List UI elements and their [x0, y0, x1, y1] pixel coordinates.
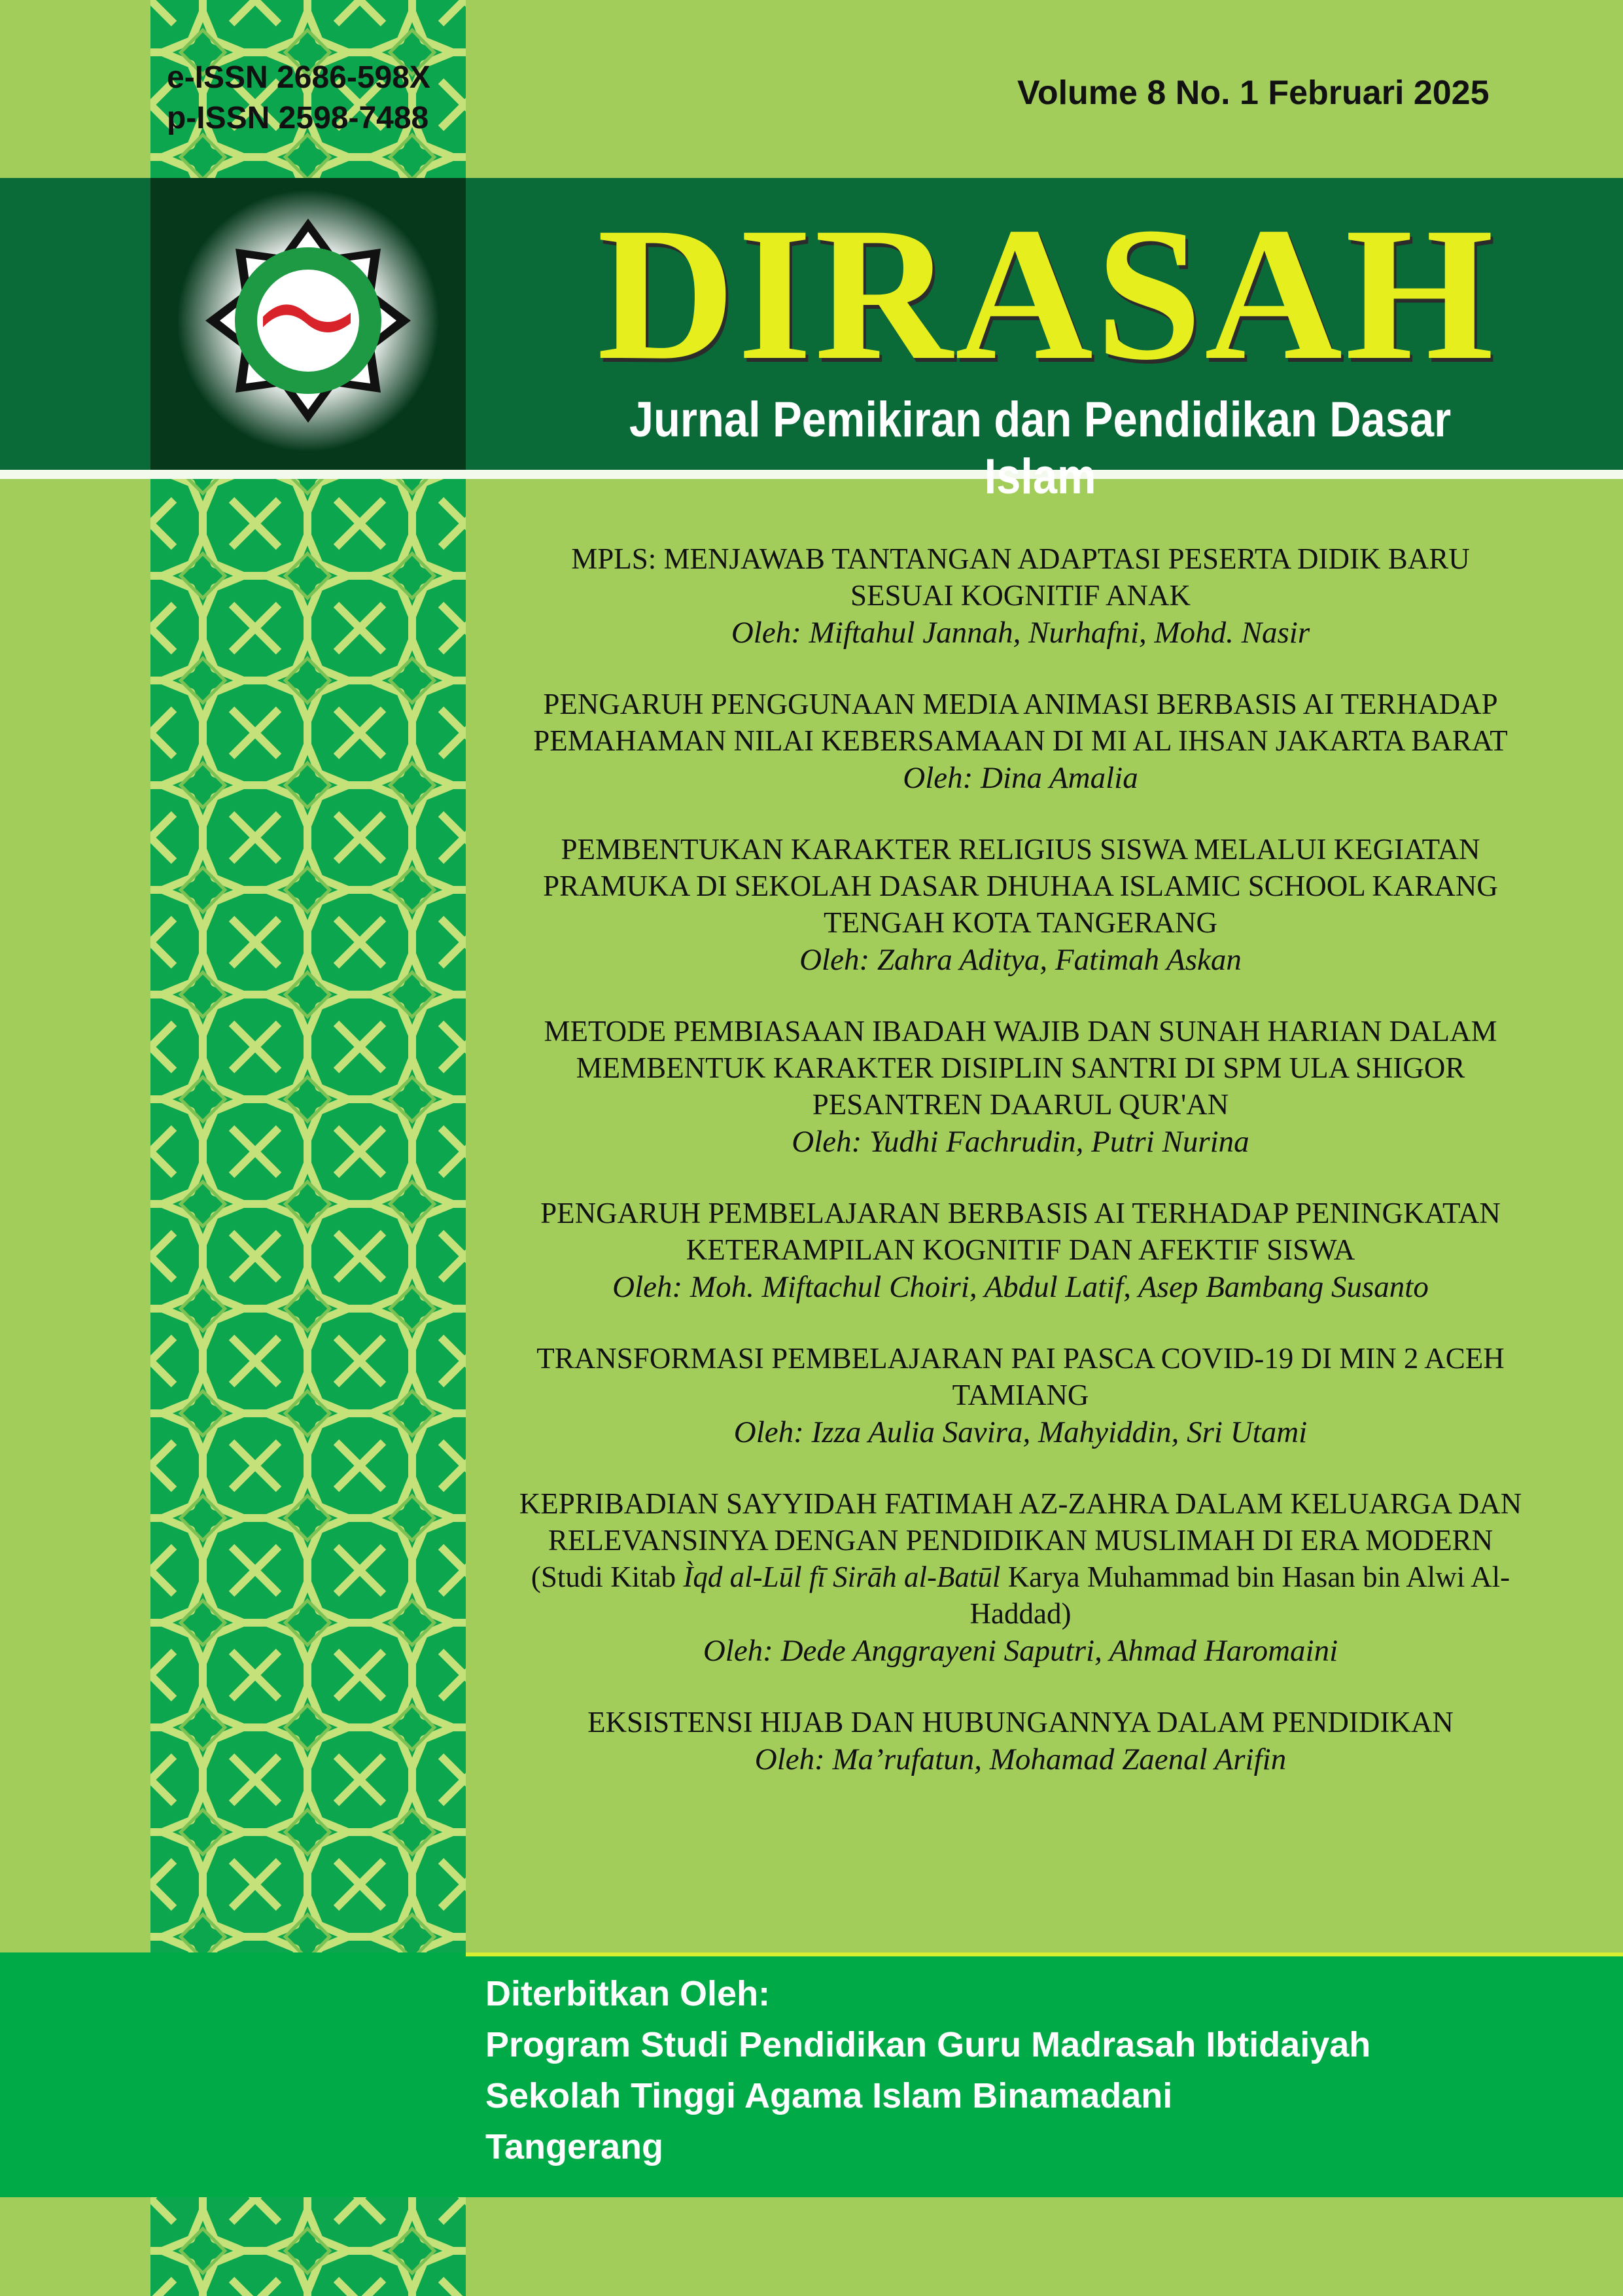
college-emblem-icon: [150, 178, 466, 470]
article-authors: Oleh: Dede Anggrayeni Saputri, Ahmad Haromaini: [703, 1634, 1338, 1668]
article-title: PENGARUH PENGGUNAAN MEDIA ANIMASI BERBASIS AI TERHADAP PEMAHAMAN NILAI KEBERSAMAAN DI MI AL IHSAN JAKARTA BARAT: [533, 688, 1508, 757]
article-title: TRANSFORMASI PEMBELAJARAN PAI PASCA COVID-19 DI MIN 2 ACEH TAMIANG: [536, 1342, 1505, 1411]
article-title: PENGARUH PEMBELAJARAN BERBASIS AI TERHADAP PENINGKATAN KETERAMPILAN KOGNITIF DAN AFEKTIF SISWA: [540, 1197, 1501, 1266]
article-title: KEPRIBADIAN SAYYIDAH FATIMAH AZ-ZAHRA DALAM KELUARGA DAN RELEVANSINYA DENGAN PENDIDIKAN MUSLIMAH DI ERA MODERN: [519, 1487, 1522, 1557]
article-authors: Oleh: Ma’rufatun, Mohamad Zaenal Arifin: [754, 1742, 1287, 1776]
article-item: [517, 540, 1524, 652]
article-authors: Oleh: Miftahul Jannah, Nurhafni, Mohd. Nasir: [731, 616, 1310, 650]
publisher-institution: Sekolah Tinggi Agama Islam Binamadani: [485, 2076, 1173, 2115]
issn-block: [167, 58, 430, 139]
article-authors: Oleh: Dina Amalia: [903, 761, 1138, 795]
journal-subtitle: Jurnal Pemikiran dan Pendidikan Dasar Islam: [629, 392, 1452, 504]
article-authors: Oleh: Yudhi Fachrudin, Putri Nurina: [792, 1125, 1249, 1159]
article-list: [517, 540, 1524, 1812]
article-title: EKSISTENSI HIJAB DAN HUBUNGANNYA DALAM PENDIDIKAN: [587, 1706, 1454, 1739]
article-title: MPLS: MENJAWAB TANTANGAN ADAPTASI PESERTA DIDIK BARU SESUAI KOGNITIF ANAK: [571, 542, 1470, 612]
article-title: PEMBENTUKAN KARAKTER RELIGIUS SISWA MELALUI KEGIATAN PRAMUKA DI SEKOLAH DASAR DHUHAA ISLAMIC SCHOOL KARANG TENGAH KOTA TANGERANG: [543, 833, 1498, 939]
article-item: [517, 1195, 1524, 1306]
article-authors: Oleh: Izza Aulia Savira, Mahyiddin, Sri Utami: [733, 1415, 1308, 1449]
article-note-prefix: (Studi Kitab: [531, 1561, 684, 1593]
article-note-book-title: Ìqd al-Lūl fī Sirāh al-Batūl: [683, 1561, 1001, 1593]
article-item: [517, 831, 1524, 979]
article-item: [517, 1013, 1524, 1161]
publisher-band-highlight: [466, 1952, 1623, 1956]
publisher-program: Program Studi Pendidikan Guru Madrasah Ibtidaiyah: [485, 2025, 1371, 2064]
article-note-suffix: Karya Muhammad bin Hasan bin Alwi Al-Haddad): [969, 1561, 1510, 1630]
article-item: [517, 686, 1524, 797]
logo-panel: [150, 178, 466, 470]
publisher-label: Diterbitkan Oleh:: [485, 1974, 771, 2013]
article-item: [517, 1340, 1524, 1451]
article-item: [517, 1485, 1524, 1670]
journal-title: DIRASAH: [597, 188, 1497, 400]
publisher-city: Tangerang: [485, 2127, 664, 2166]
volume-info: Volume 8 No. 1 Februari 2025: [1017, 74, 1490, 112]
publisher-block: [485, 1968, 1370, 2172]
article-note: [517, 1559, 1524, 1632]
p-issn: p-ISSN 2598-7488: [167, 101, 429, 135]
article-authors: Oleh: Zahra Aditya, Fatimah Askan: [799, 943, 1242, 977]
article-title: METODE PEMBIASAAN IBADAH WAJIB DAN SUNAH HARIAN DALAM MEMBENTUK KARAKTER DISIPLIN SANTRI DI SPM ULA SHIGOR PESANTREN DAARUL QUR'AN: [544, 1015, 1497, 1121]
e-issn: e-ISSN 2686-598X: [167, 60, 430, 95]
article-authors: Oleh: Moh. Miftachul Choiri, Abdul Latif, Asep Bambang Susanto: [612, 1270, 1429, 1304]
article-item: [517, 1704, 1524, 1778]
